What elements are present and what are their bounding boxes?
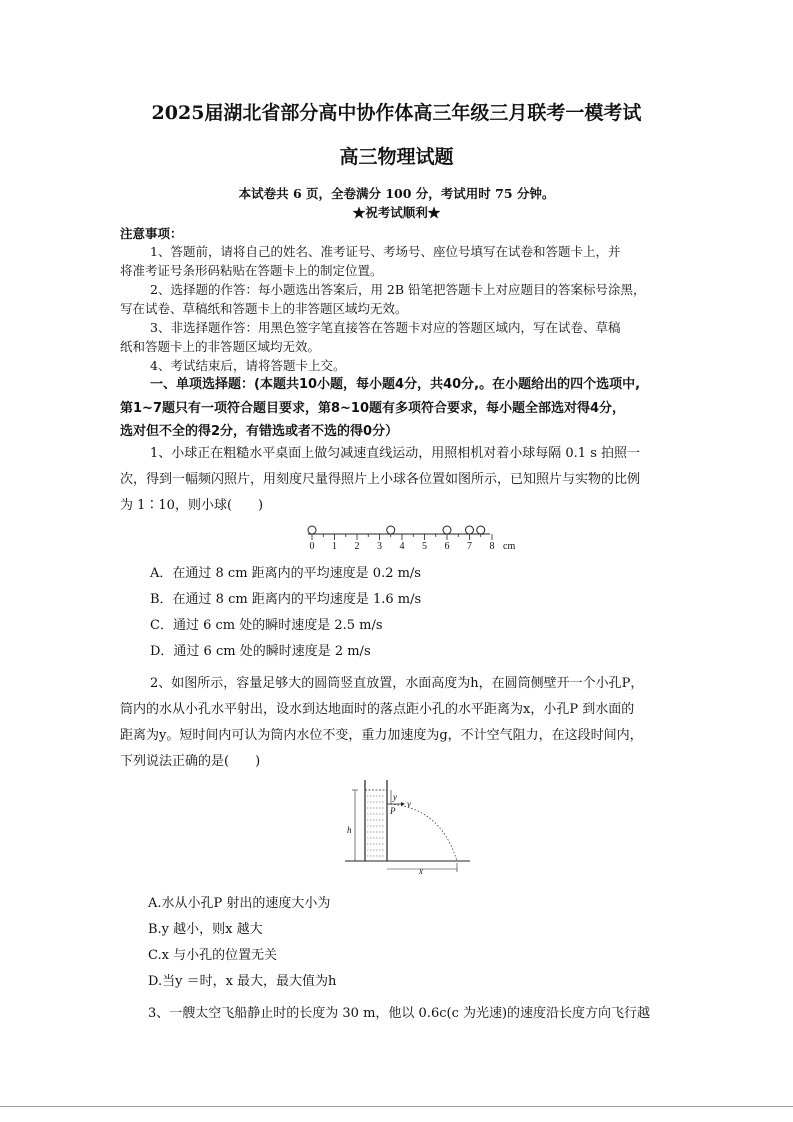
ruler-label-3: 3: [377, 541, 382, 552]
q1-option-d: D．通过 6 cm 处的瞬时速度是 2 m/s: [150, 644, 371, 659]
q1-option-a: A．在通过 8 cm 距离内的平均速度是 0.2 m/s: [150, 566, 421, 581]
q3-text: 3、一艘太空飞船静止时的长度为 30 m，他以 0.6c(c 为光速)的速度沿长度方向飞行越: [148, 1006, 651, 1021]
ruler-ball: [308, 526, 316, 534]
ruler-ticks: [312, 534, 492, 540]
section-heading-line: 选对但不全的得2分，有错选或者不选的得0分）: [120, 424, 399, 439]
ruler-label-7: 7: [467, 541, 472, 552]
label-h: h: [347, 825, 352, 835]
ruler-ball: [387, 526, 395, 534]
ruler-ball: [443, 526, 451, 534]
notes-heading: 注意事项：: [120, 226, 183, 241]
q2-text: 筒内的水从小孔水平射出，设水到达地面时的落点距小孔的水平距离为x，小孔P 到水面的: [120, 702, 635, 717]
exam-info: 本试卷共 6 页，全卷满分 100 分，考试用时 75 分钟。: [238, 186, 555, 201]
exam-title: 2025届湖北省部分高中协作体高三年级三月联考一模考试: [151, 102, 642, 124]
water-hatching: [367, 796, 385, 856]
ruler-label-5: 5: [422, 541, 427, 552]
q1-text: 次，得到一幅频闪照片，用刻度尺量得照片上小球各位置如图所示，已知照片与实物的比例: [120, 472, 641, 487]
ruler-label-4: 4: [399, 541, 405, 552]
note-line: 将准考证号条形码粘贴在答题卡上的制定位置。: [120, 263, 383, 278]
q2-text: 距离为y。短时间内可认为筒内水位不变，重力加速度为g，不计空气阻力，在这段时间内，: [120, 728, 643, 743]
ruler-figure: [300, 518, 520, 554]
note-line: 纸和答题卡上的非答题区域均无效。: [120, 339, 321, 354]
q2-option-d: D.当y ＝时，x 最大，最大值为h: [148, 974, 337, 989]
ruler-label-0: 0: [309, 541, 315, 552]
note-line: 1、答题前，请将自己的姓名、准考证号、考场号、座位号填写在试卷和答题卡上，并: [150, 244, 621, 259]
q2-text: 2、如图所示，容量足够大的圆筒竖直放置，水面高度为h，在圆筒侧壁开一个小孔P，: [150, 676, 644, 691]
cylinder-figure: [345, 776, 475, 876]
q1-text: 1、小球正在粗糙水平桌面上做匀减速直线运动，用照相机对着小球每隔 0.1 s 拍照一: [150, 446, 641, 461]
water-trajectory: [387, 804, 457, 861]
label-v: v: [407, 799, 411, 809]
q2-option-b: B.y 越小，则x 越大: [148, 922, 263, 937]
ruler-label-2: 2: [354, 541, 360, 552]
ruler-label-6: 6: [444, 541, 450, 552]
q1-option-c: C．通过 6 cm 处的瞬时速度是 2.5 m/s: [150, 618, 383, 633]
section-heading: 一、单项选择题：(本题共10小题，每小题4分，共40分,。在小题给出的四个选项中,: [150, 377, 641, 392]
label-x: x: [419, 866, 423, 876]
note-line: 4、考试结束后，请将答题卡上交。: [150, 358, 346, 373]
ruler-ball: [477, 526, 485, 534]
label-y: y: [393, 792, 397, 802]
ruler-label-8: 8: [489, 541, 495, 552]
q2-text: 下列说法正确的是( ): [120, 754, 261, 769]
section-heading-line: 第1~7题只有一项符合题目要求，第8~10题有多项符合要求，每小题全部选对得4分，: [120, 401, 626, 416]
q2-option-a: A.水从小孔P 射出的速度大小为: [148, 896, 331, 911]
exam-subtitle: 高三物理试题: [339, 146, 454, 168]
exam-wish: ★祝考试顺利★: [352, 205, 441, 220]
note-line: 写在试卷、草稿纸和答题卡上的非答题区域均无效。: [120, 301, 408, 316]
q1-text: 为 1∶10，则小球( ): [120, 498, 264, 513]
label-p: P: [390, 806, 396, 816]
q2-option-c: C.x 与小孔的位置无关: [148, 948, 278, 963]
q1-option-b: B．在通过 8 cm 距离内的平均速度是 1.6 m/s: [150, 592, 422, 607]
page-bottom-rule: [0, 1106, 793, 1107]
ruler-label-1: 1: [332, 541, 337, 552]
ruler-unit: cm: [503, 541, 516, 552]
ruler-ball: [466, 526, 474, 534]
ruler-balls: [308, 526, 485, 534]
note-line: 2、选择题的作答：每小题选出答案后，用 2B 铅笔把答题卡上对应题目的答案标号涂黑，: [150, 282, 646, 297]
note-line: 3、非选择题作答：用黑色签字笔直接答在答题卡对应的答题区域内，写在试卷、草稿: [150, 320, 621, 335]
